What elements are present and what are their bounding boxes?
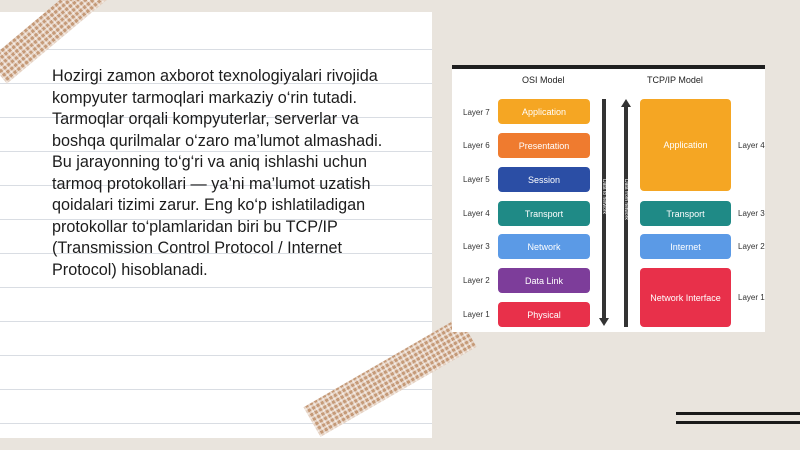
osi-network-box: Network xyxy=(498,234,590,259)
osi-layer-label: Layer 2 xyxy=(463,276,490,285)
tcpip-layer-label: Layer 3 xyxy=(738,209,765,218)
osi-transport-box: Transport xyxy=(498,201,590,226)
tcpip-network-interface-box: Network Interface xyxy=(640,268,731,327)
tcpip-layer-label: Layer 2 xyxy=(738,242,765,251)
decorative-line xyxy=(676,412,800,415)
data-from-network-label: Data from network xyxy=(623,179,629,220)
osi-tcpip-diagram xyxy=(452,65,765,332)
osi-layer-label: Layer 3 xyxy=(463,242,490,251)
osi-model-title: OSI Model xyxy=(522,75,565,85)
decorative-lines xyxy=(676,410,800,430)
tcpip-model-title: TCP/IP Model xyxy=(647,75,703,85)
tcpip-layer-label: Layer 1 xyxy=(738,293,765,302)
tcpip-transport-box: Transport xyxy=(640,201,731,226)
body-paragraph: Hozirgi zamon axborot texnologiyalari rivojida kompyuter tarmoqlari markaziy o‘rin tutadi. Tarmoqlar orqali kompyuterlar, serverlar va boshqa qurilmalar o‘zaro ma’lumot almashadi. Bu jarayonning to‘g‘ri va aniq ishlashi uchun tarmoq protokollari — ya’ni ma’lumot uzatish qoidalari tizimi zarur. Eng ko‘p ishlatiladigan protokollar to‘plamlaridan biri bu TCP/IP (Transmission Control Protocol / Internet Protocol) hisoblanadi. xyxy=(52,67,383,279)
osi-layer-label: Layer 7 xyxy=(463,108,490,117)
decorative-line xyxy=(676,421,800,424)
osi-layer-label: Layer 4 xyxy=(463,209,490,218)
osi-application-box: Application xyxy=(498,99,590,124)
osi-session-box: Session xyxy=(498,167,590,192)
osi-layer-label: Layer 6 xyxy=(463,141,490,150)
osi-presentation-box: Presentation xyxy=(498,133,590,158)
arrow-up-icon xyxy=(621,99,631,107)
tcpip-internet-box: Internet xyxy=(640,234,731,259)
arrow-down-icon xyxy=(599,318,609,326)
osi-physical-box: Physical xyxy=(498,302,590,327)
data-to-network-label: Data to network xyxy=(601,179,607,215)
tcpip-layer-label: Layer 4 xyxy=(738,141,765,150)
osi-layer-label: Layer 5 xyxy=(463,175,490,184)
osi-layer-label: Layer 1 xyxy=(463,310,490,319)
tcpip-application-box: Application xyxy=(640,99,731,191)
osi-data-link-box: Data Link xyxy=(498,268,590,293)
